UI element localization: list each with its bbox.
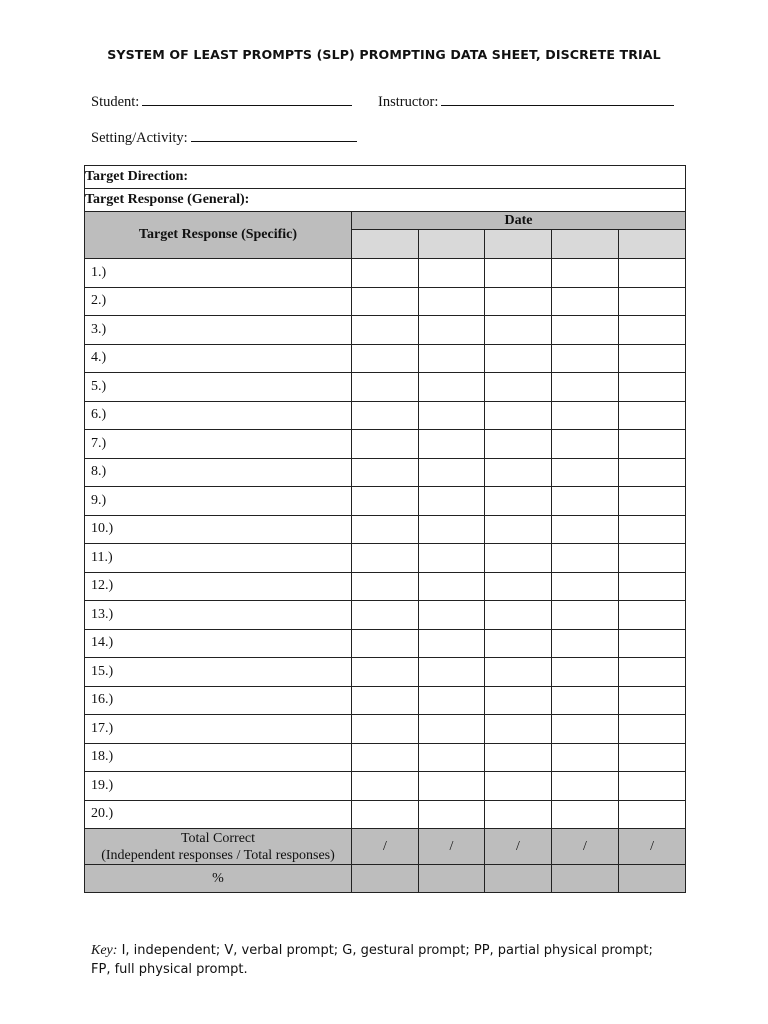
key-line-2: FP, full physical prompt. bbox=[91, 962, 248, 977]
trial-data-cell-5[interactable] bbox=[619, 572, 686, 601]
trial-data-cell-4[interactable] bbox=[552, 772, 619, 801]
trial-label-cell[interactable] bbox=[85, 658, 352, 687]
trial-data-cell-2[interactable] bbox=[419, 658, 485, 687]
trial-data-cell-3[interactable] bbox=[485, 572, 552, 601]
trial-data-cell-5[interactable] bbox=[619, 800, 686, 829]
total-correct-cell-4[interactable] bbox=[552, 829, 619, 865]
trial-data-cell-1[interactable] bbox=[352, 658, 419, 687]
trial-label-cell[interactable] bbox=[85, 629, 352, 658]
trial-data-cell-1[interactable] bbox=[352, 772, 419, 801]
trial-number: 18.) bbox=[91, 749, 114, 765]
trial-data-cell-1[interactable] bbox=[352, 515, 419, 544]
trial-number: 1.) bbox=[91, 264, 107, 280]
trial-row bbox=[85, 772, 686, 801]
trial-data-cell-2[interactable] bbox=[419, 686, 485, 715]
trial-number: 4.) bbox=[91, 350, 107, 366]
trial-data-cell-1[interactable] bbox=[352, 430, 419, 459]
trial-data-cell-1[interactable] bbox=[352, 544, 419, 573]
trial-row bbox=[85, 572, 686, 601]
student-field bbox=[91, 93, 352, 111]
data-sheet-table bbox=[84, 165, 686, 893]
trial-data-cell-4[interactable] bbox=[552, 259, 619, 288]
trial-data-cell-5[interactable] bbox=[619, 601, 686, 630]
percent-cell-4[interactable] bbox=[552, 865, 619, 893]
trial-row bbox=[85, 430, 686, 459]
trial-number: 12.) bbox=[91, 578, 114, 594]
trial-data-cell-5[interactable] bbox=[619, 743, 686, 772]
trial-data-cell-2[interactable] bbox=[419, 430, 485, 459]
trial-number: 16.) bbox=[91, 692, 114, 708]
trial-row bbox=[85, 316, 686, 345]
trial-data-cell-2[interactable] bbox=[419, 743, 485, 772]
target-response-specific-header bbox=[85, 212, 352, 259]
percent-label: % bbox=[212, 870, 224, 886]
trial-data-cell-5[interactable] bbox=[619, 772, 686, 801]
trial-data-cell-2[interactable] bbox=[419, 487, 485, 516]
trial-row bbox=[85, 686, 686, 715]
trial-number: 11.) bbox=[91, 549, 113, 565]
trial-data-cell-3[interactable] bbox=[485, 658, 552, 687]
target-direction-label: Target Direction: bbox=[85, 169, 189, 184]
trial-data-cell-4[interactable] bbox=[552, 287, 619, 316]
key-line-1: I, independent; V, verbal prompt; G, gestural prompt; PP, partial physical prompt; bbox=[121, 943, 653, 958]
trial-data-cell-2[interactable] bbox=[419, 629, 485, 658]
trial-data-cell-5[interactable] bbox=[619, 373, 686, 402]
trial-data-cell-2[interactable] bbox=[419, 373, 485, 402]
trial-data-cell-3[interactable] bbox=[485, 743, 552, 772]
trial-number: 5.) bbox=[91, 378, 107, 394]
percent-cell-2[interactable] bbox=[419, 865, 485, 893]
trial-data-cell-3[interactable] bbox=[485, 686, 552, 715]
trial-data-cell-5[interactable] bbox=[619, 259, 686, 288]
trial-data-cell-3[interactable] bbox=[485, 715, 552, 744]
trial-row bbox=[85, 487, 686, 516]
trial-label-cell[interactable] bbox=[85, 601, 352, 630]
trial-data-cell-2[interactable] bbox=[419, 259, 485, 288]
trial-data-cell-2[interactable] bbox=[419, 287, 485, 316]
trial-data-cell-4[interactable] bbox=[552, 658, 619, 687]
trial-row bbox=[85, 373, 686, 402]
trial-row bbox=[85, 601, 686, 630]
instructor-field bbox=[378, 93, 674, 111]
trial-data-cell-5[interactable] bbox=[619, 487, 686, 516]
total-correct-label: Total Correct bbox=[180, 830, 256, 846]
trial-number: 19.) bbox=[91, 777, 114, 793]
trial-data-cell-1[interactable] bbox=[352, 458, 419, 487]
trial-label-cell[interactable] bbox=[85, 743, 352, 772]
trial-row bbox=[85, 715, 686, 744]
trial-label-cell[interactable] bbox=[85, 458, 352, 487]
target-direction-cell[interactable] bbox=[85, 166, 686, 189]
trial-label-cell[interactable] bbox=[85, 344, 352, 373]
trial-data-cell-2[interactable] bbox=[419, 316, 485, 345]
total-correct-sublabel: (Independent responses / Total responses) bbox=[101, 847, 335, 863]
trial-label-cell[interactable] bbox=[85, 686, 352, 715]
trial-data-cell-3[interactable] bbox=[485, 344, 552, 373]
slash-mark: / bbox=[583, 838, 587, 854]
trial-data-cell-3[interactable] bbox=[485, 601, 552, 630]
trial-data-cell-1[interactable] bbox=[352, 487, 419, 516]
trial-data-cell-2[interactable] bbox=[419, 772, 485, 801]
trial-label-cell[interactable] bbox=[85, 430, 352, 459]
target-response-general-cell[interactable] bbox=[85, 189, 686, 212]
slash-mark: / bbox=[383, 838, 387, 854]
trial-data-cell-4[interactable] bbox=[552, 458, 619, 487]
trial-data-cell-1[interactable] bbox=[352, 601, 419, 630]
trial-data-cell-1[interactable] bbox=[352, 259, 419, 288]
trial-number: 6.) bbox=[91, 407, 107, 423]
trial-data-cell-3[interactable] bbox=[485, 544, 552, 573]
trial-label-cell[interactable] bbox=[85, 316, 352, 345]
date-cell-5[interactable] bbox=[619, 230, 686, 259]
percent-cell-1[interactable] bbox=[352, 865, 419, 893]
trial-data-cell-3[interactable] bbox=[485, 259, 552, 288]
trial-data-cell-1[interactable] bbox=[352, 800, 419, 829]
date-cell-2[interactable] bbox=[419, 230, 485, 259]
trial-data-cell-3[interactable] bbox=[485, 316, 552, 345]
trial-data-cell-3[interactable] bbox=[485, 800, 552, 829]
trial-label-cell[interactable] bbox=[85, 487, 352, 516]
instructor-label: Instructor: bbox=[378, 94, 439, 110]
key-label: Key: bbox=[91, 943, 118, 958]
trial-label-cell[interactable] bbox=[85, 772, 352, 801]
trial-data-cell-1[interactable] bbox=[352, 572, 419, 601]
setting-activity-field bbox=[91, 129, 357, 147]
trial-data-cell-4[interactable] bbox=[552, 430, 619, 459]
trial-data-cell-5[interactable] bbox=[619, 430, 686, 459]
trial-data-cell-4[interactable] bbox=[552, 316, 619, 345]
slash-mark: / bbox=[449, 838, 454, 854]
trial-number: 7.) bbox=[91, 435, 107, 451]
trial-data-cell-1[interactable] bbox=[352, 373, 419, 402]
trial-data-cell-4[interactable] bbox=[552, 373, 619, 402]
trial-data-cell-5[interactable] bbox=[619, 401, 686, 430]
trial-row bbox=[85, 344, 686, 373]
trial-row bbox=[85, 259, 686, 288]
trial-row bbox=[85, 658, 686, 687]
trial-number: 14.) bbox=[91, 635, 114, 651]
student-blank-line[interactable] bbox=[142, 93, 352, 106]
trial-number: 20.) bbox=[91, 806, 114, 822]
trial-data-cell-2[interactable] bbox=[419, 544, 485, 573]
trial-data-cell-1[interactable] bbox=[352, 344, 419, 373]
trial-data-cell-2[interactable] bbox=[419, 401, 485, 430]
trial-data-cell-3[interactable] bbox=[485, 487, 552, 516]
trial-data-cell-3[interactable] bbox=[485, 430, 552, 459]
trial-label-cell[interactable] bbox=[85, 800, 352, 829]
trial-data-cell-5[interactable] bbox=[619, 544, 686, 573]
date-cell-3[interactable] bbox=[485, 230, 552, 259]
trial-data-cell-2[interactable] bbox=[419, 715, 485, 744]
date-header bbox=[352, 212, 686, 230]
student-label: Student: bbox=[91, 94, 140, 110]
slash-mark: / bbox=[516, 838, 520, 854]
trial-number: 9.) bbox=[91, 492, 107, 508]
percent-cell-3[interactable] bbox=[485, 865, 552, 893]
trial-row bbox=[85, 743, 686, 772]
trial-data-cell-3[interactable] bbox=[485, 629, 552, 658]
trial-data-cell-5[interactable] bbox=[619, 629, 686, 658]
trial-label-cell[interactable] bbox=[85, 287, 352, 316]
trial-row bbox=[85, 544, 686, 573]
date-cell-4[interactable] bbox=[552, 230, 619, 259]
total-correct-cell-2[interactable] bbox=[419, 829, 485, 865]
trial-data-cell-1[interactable] bbox=[352, 316, 419, 345]
percent-label-cell bbox=[85, 865, 352, 893]
trial-data-cell-4[interactable] bbox=[552, 715, 619, 744]
date-cell-1[interactable] bbox=[352, 230, 419, 259]
setting-activity-label: Setting/Activity: bbox=[91, 130, 188, 146]
trial-data-cell-4[interactable] bbox=[552, 544, 619, 573]
trial-label-cell[interactable] bbox=[85, 715, 352, 744]
trial-data-cell-2[interactable] bbox=[419, 344, 485, 373]
trial-data-cell-5[interactable] bbox=[619, 658, 686, 687]
target-response-specific-label: Target Response (Specific) bbox=[138, 227, 298, 242]
trial-data-cell-1[interactable] bbox=[352, 287, 419, 316]
key-legend bbox=[91, 941, 691, 979]
trial-data-cell-4[interactable] bbox=[552, 401, 619, 430]
trial-row bbox=[85, 401, 686, 430]
total-correct-label-cell bbox=[85, 829, 352, 865]
trial-data-cell-5[interactable] bbox=[619, 344, 686, 373]
trial-data-cell-4[interactable] bbox=[552, 487, 619, 516]
trial-row bbox=[85, 287, 686, 316]
trial-label-cell[interactable] bbox=[85, 572, 352, 601]
slash-mark: / bbox=[650, 838, 654, 854]
trial-data-cell-1[interactable] bbox=[352, 686, 419, 715]
trial-data-cell-3[interactable] bbox=[485, 772, 552, 801]
trial-data-cell-1[interactable] bbox=[352, 401, 419, 430]
trial-number: 3.) bbox=[91, 321, 107, 337]
trial-number: 13.) bbox=[91, 606, 114, 622]
trial-data-cell-3[interactable] bbox=[485, 458, 552, 487]
trial-data-cell-3[interactable] bbox=[485, 373, 552, 402]
trial-number: 8.) bbox=[91, 464, 107, 480]
trial-data-cell-1[interactable] bbox=[352, 715, 419, 744]
trial-label-cell[interactable] bbox=[85, 401, 352, 430]
total-correct-cell-3[interactable] bbox=[485, 829, 552, 865]
trial-data-cell-3[interactable] bbox=[485, 287, 552, 316]
trial-data-cell-4[interactable] bbox=[552, 686, 619, 715]
trial-data-cell-2[interactable] bbox=[419, 515, 485, 544]
trial-data-cell-4[interactable] bbox=[552, 515, 619, 544]
trial-data-cell-5[interactable] bbox=[619, 715, 686, 744]
total-correct-cell-5[interactable] bbox=[619, 829, 686, 865]
trial-data-cell-3[interactable] bbox=[485, 515, 552, 544]
trial-data-cell-5[interactable] bbox=[619, 287, 686, 316]
trial-data-cell-4[interactable] bbox=[552, 800, 619, 829]
instructor-blank-line[interactable] bbox=[441, 93, 674, 106]
trial-data-cell-4[interactable] bbox=[552, 601, 619, 630]
setting-activity-blank-line[interactable] bbox=[191, 129, 357, 142]
trial-data-cell-1[interactable] bbox=[352, 743, 419, 772]
trial-data-cell-2[interactable] bbox=[419, 458, 485, 487]
trial-data-cell-5[interactable] bbox=[619, 515, 686, 544]
trial-data-cell-4[interactable] bbox=[552, 629, 619, 658]
trial-data-cell-2[interactable] bbox=[419, 800, 485, 829]
target-response-general-label: Target Response (General): bbox=[85, 192, 250, 207]
trial-number: 10.) bbox=[91, 521, 114, 537]
date-label: Date bbox=[504, 212, 533, 228]
page-title: SYSTEM OF LEAST PROMPTS (SLP) PROMPTING DATA SHEET, DISCRETE TRIAL bbox=[107, 47, 661, 62]
trial-number: 2.) bbox=[91, 293, 107, 309]
trial-data-cell-1[interactable] bbox=[352, 629, 419, 658]
total-correct-cell-1[interactable] bbox=[352, 829, 419, 865]
trial-data-cell-4[interactable] bbox=[552, 344, 619, 373]
trial-data-cell-3[interactable] bbox=[485, 401, 552, 430]
trial-data-cell-5[interactable] bbox=[619, 458, 686, 487]
trial-label-cell[interactable] bbox=[85, 373, 352, 402]
trial-label-cell[interactable] bbox=[85, 259, 352, 288]
trial-row bbox=[85, 800, 686, 829]
trial-data-cell-4[interactable] bbox=[552, 743, 619, 772]
trial-row bbox=[85, 515, 686, 544]
trial-data-cell-5[interactable] bbox=[619, 686, 686, 715]
trial-label-cell[interactable] bbox=[85, 544, 352, 573]
trial-data-cell-5[interactable] bbox=[619, 316, 686, 345]
trial-number: 17.) bbox=[91, 720, 114, 736]
trial-row bbox=[85, 458, 686, 487]
trial-data-cell-4[interactable] bbox=[552, 572, 619, 601]
trial-row bbox=[85, 629, 686, 658]
trial-data-cell-2[interactable] bbox=[419, 601, 485, 630]
trial-number: 15.) bbox=[91, 663, 114, 679]
percent-cell-5[interactable] bbox=[619, 865, 686, 893]
trial-label-cell[interactable] bbox=[85, 515, 352, 544]
trial-data-cell-2[interactable] bbox=[419, 572, 485, 601]
